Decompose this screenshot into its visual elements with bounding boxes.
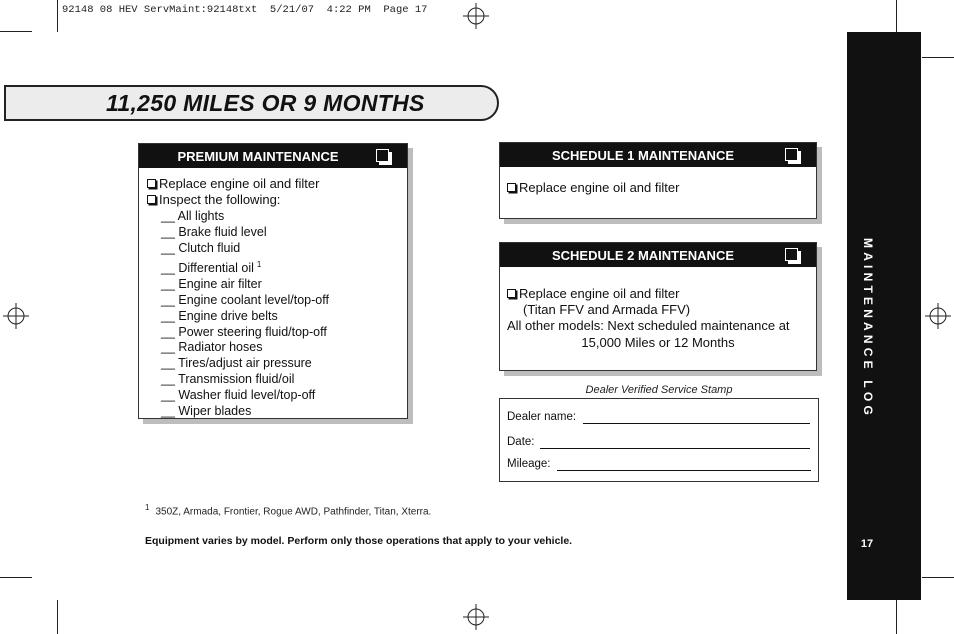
inspect-item: __ Power steering fluid/top-off — [161, 324, 327, 339]
registration-mark-icon — [925, 303, 951, 329]
checkbox-icon[interactable] — [507, 183, 516, 192]
mileage-field[interactable] — [557, 470, 811, 471]
inspect-item: __ All lights — [161, 209, 225, 223]
dealer-name-label: Dealer name: — [507, 411, 577, 423]
inspect-item: __ Brake fluid level — [161, 224, 267, 239]
inspect-item: __ Clutch fluid — [161, 240, 241, 255]
list-item: Inspect the following: — [147, 192, 280, 208]
inspect-item: __ Tires/adjust air pressure — [161, 356, 312, 371]
schedule-2-heading: SCHEDULE 2 MAINTENANCE — [551, 247, 734, 263]
other-models-note: All other models: Next scheduled maintenance at — [507, 318, 790, 333]
checkbox-icon[interactable] — [785, 148, 798, 161]
checkbox-icon[interactable] — [147, 179, 156, 188]
list-item: Replace engine oil and filter — [507, 286, 679, 302]
date-label: Date: — [507, 436, 535, 448]
registration-mark-icon — [463, 604, 489, 630]
checkbox-icon[interactable] — [785, 248, 798, 261]
premium-maintenance-heading: PREMIUM MAINTENANCE — [177, 148, 339, 164]
page-title: 11,250 MILES OR 9 MONTHS — [106, 89, 425, 116]
schedule-2-box — [499, 242, 817, 371]
inspect-item: __ Wiper blades — [161, 404, 252, 419]
side-tab-label: MAINTENANCE LOG — [861, 238, 875, 419]
dealer-name-field[interactable] — [583, 423, 810, 424]
page-number: 17 — [860, 538, 874, 550]
list-item: Replace engine oil and filter — [147, 176, 319, 192]
inspect-item: __ Engine drive belts — [161, 308, 278, 323]
footnote: $^1$ 350Z, Armada, Frontier, Rogue AWD, Pathfinder, Titan, Xterra. — [145, 503, 432, 518]
date-field[interactable] — [540, 448, 810, 449]
title-banner — [4, 85, 499, 121]
footnote-ref: 1 — [256, 259, 262, 269]
inspect-item: __ Engine air filter — [161, 276, 262, 291]
inspect-item: __ Transmission fluid/oil — [161, 372, 295, 387]
side-tab — [847, 32, 921, 600]
inspect-list — [161, 209, 329, 420]
disclaimer: Equipment varies by model. Perform only those operations that apply to your vehicle. — [145, 535, 573, 547]
schedule-2-header — [500, 243, 816, 267]
premium-maintenance-header — [139, 144, 407, 168]
item-note: (Titan FFV and Armada FFV) — [523, 302, 691, 317]
checkbox-icon[interactable] — [507, 289, 516, 298]
inspect-item: __ Engine coolant level/top-off — [161, 292, 329, 307]
print-slug: 92148 08 HEV ServMaint:92148txt 5/21/07 4:22 PM Page 17 — [62, 4, 428, 16]
registration-mark-icon — [3, 303, 29, 329]
mileage-label: Mileage: — [507, 458, 551, 470]
schedule-1-header — [500, 143, 816, 167]
checkbox-icon[interactable] — [376, 149, 389, 162]
stamp-caption: Dealer Verified Service Stamp — [585, 384, 733, 396]
dealer-stamp-box — [499, 398, 819, 482]
next-maintenance: 15,000 Miles or 12 Months — [581, 335, 735, 350]
schedule-1-box — [499, 142, 817, 219]
inspect-item: __ Differential oil $^1$ — [161, 259, 262, 275]
footnote-marker: 1 — [145, 503, 150, 512]
registration-mark-icon — [463, 3, 489, 29]
schedule-1-heading: SCHEDULE 1 MAINTENANCE — [551, 147, 734, 163]
inspect-item: __ Washer fluid level/top-off — [161, 388, 316, 403]
premium-maintenance-box — [138, 143, 408, 419]
inspect-item: __ Radiator hoses — [161, 340, 263, 355]
list-item: Replace engine oil and filter — [507, 180, 679, 196]
checkbox-icon[interactable] — [147, 195, 156, 204]
